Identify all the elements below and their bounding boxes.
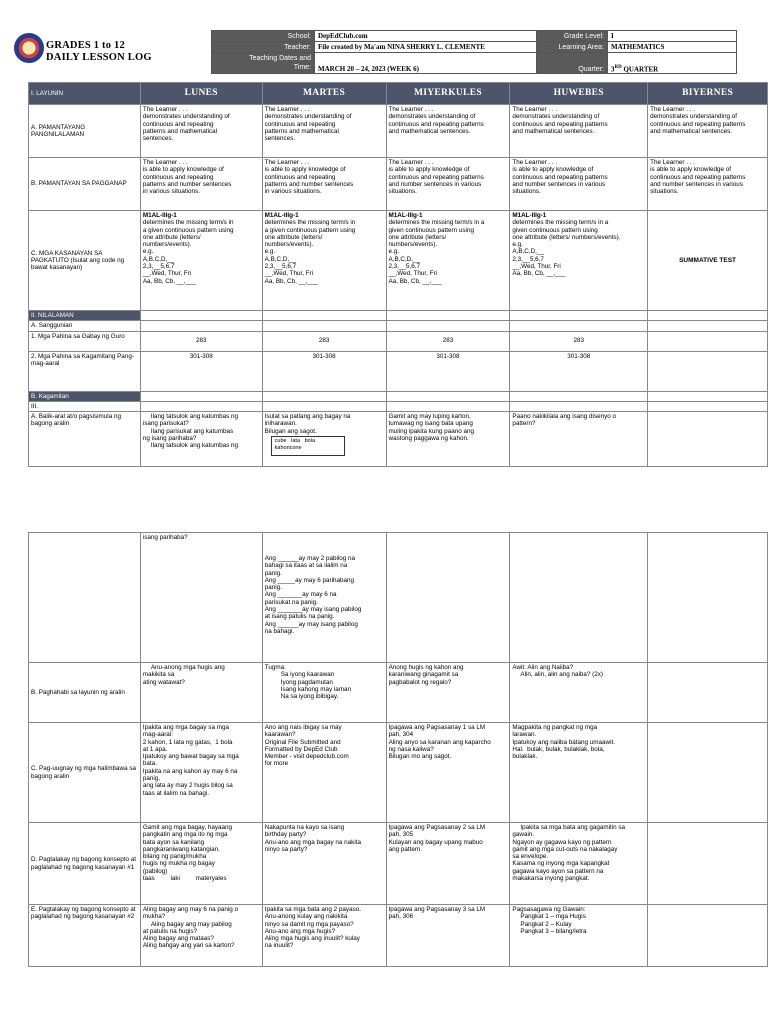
summative-test-label: SUMMATIVE TEST bbox=[648, 211, 768, 311]
pamantayan-lunes: The Learner . . . is able to apply knowledge of continuous and repeating patterns and number sentences in various situations. bbox=[140, 158, 262, 211]
area-label: Learning Area: bbox=[537, 42, 608, 53]
kagamitang-huwebes: 301-308 bbox=[510, 351, 648, 391]
cell bbox=[510, 311, 648, 321]
cell bbox=[140, 391, 262, 401]
day-header-martes: MARTES bbox=[262, 83, 386, 105]
gabay-lunes: 283 bbox=[140, 331, 262, 351]
cell bbox=[648, 663, 768, 723]
pamantayan-huwebes: The Learner . . . is able to apply knowledge of continuous and repeating patterns and number sentences in various situations. bbox=[510, 158, 648, 211]
lesson-log-table-continued bbox=[28, 532, 768, 967]
doc-title-line2: DAILY LESSON LOG bbox=[46, 52, 152, 63]
pagtalakay2-lunes: Aling bagay ang may 6 na panig o mukha? Aling bagay ang may pabilog at patulis na hugis? Aling bagay ang mataas? Aling bahgay ang yari sa karton? bbox=[140, 905, 262, 967]
day-header-miyerkules: MIYERKULES bbox=[386, 83, 510, 105]
objects-word-box: cube lata bola kahoncone bbox=[271, 436, 345, 456]
pagtalakay1-martes: Nakapunta na kayo sa isang birthday party? Anu-ano ang mga bagay na nakita ninyo sa party? bbox=[262, 823, 386, 905]
row-label-pagtalakay-1: D. Pagtalakay ng bagong konsepto at paglalahad ng bagong kasanayan #1 bbox=[29, 823, 141, 905]
cell bbox=[648, 321, 768, 331]
pagtalakay1-huwebes: Ipakita sa mga bata ang gagamitin sa gawain. Ngayon ay gagawa kayo ng pattern gamit ang mga cut-outs na nakalagay sa envelope. Kasama ng inyong mga kapangkat gagawa kayo ayon sa pattern na makakarsa inyong pangkat. bbox=[510, 823, 648, 905]
row-label-sanggunian: A. Sanggunian bbox=[29, 321, 141, 331]
header-info-table bbox=[211, 30, 737, 74]
balik-cont-lunes: isang parihaba? bbox=[140, 533, 262, 663]
cell bbox=[386, 391, 510, 401]
section-iii-label: III. bbox=[29, 401, 141, 411]
paghahabi-martes: Tugma: Sa iyong kaarawan Iyong pagdamutan Isang kahong may laman Na sa iyong ibibigay. bbox=[262, 663, 386, 723]
cell bbox=[648, 412, 768, 467]
cell bbox=[140, 401, 262, 411]
cell bbox=[648, 723, 768, 823]
pag-uugnay-martes: Ano ang nais ibigay sa may kaarawan? Original File Submitted and Formatted by DepEd Club Member - visit depedclub.com for more bbox=[262, 723, 386, 823]
quarter-value: 3RD QUARTER bbox=[608, 53, 737, 74]
doc-title-line1: GRADES 1 to 12 bbox=[46, 40, 125, 51]
cell bbox=[648, 905, 768, 967]
grade-label: Grade Level: bbox=[537, 31, 608, 42]
cell bbox=[510, 401, 648, 411]
cell bbox=[648, 401, 768, 411]
balik-martes: Isulat sa patlang ang bagay na iniharawan. Bilugan ang sagot. cube lata bola kahoncone bbox=[262, 412, 386, 467]
cell bbox=[262, 321, 386, 331]
pamantayang-huwebes: The Learner . . . demonstrates understanding of continuous and repeating patterns and mathematical sentences. bbox=[510, 105, 648, 158]
kasanayan-huwebes: M1AL-IIIg-1 determines the missing term/s in a given continuous pattern using one attribute (letters/ numbers/events). e.g. A,B,C,D,__ 2,3,__5,6,7 __,Wed, Thur, Fri Aa, Bb, Cb, __,___ bbox=[510, 211, 648, 311]
kasanayan-miyerkules: M1AL-IIIg-1 determines the missing term/s in a given continuous pattern using one attribute (letters/ numbers/events). e.g. A,B,C,D,__ 2,3,__5,6,7 __,Wed, Thur, Fri Aa, Bb, Cb, __,___ bbox=[386, 211, 510, 311]
layunin-heading: I. LAYUNIN bbox=[29, 83, 141, 105]
cell bbox=[648, 351, 768, 391]
grade-value: I bbox=[608, 31, 737, 42]
balik-cont-martes: Ang ______ay may 2 pabilog na bahagi sa itaas at sa ilalim na panig. Ang _____ay may 6 parihabang panig. Ang _______ay may 6 na parisukat na panig. Ang _______ay may isang pabilog at isang patulis na panig. Ang ______ay may isang pabilog na bahagi. bbox=[262, 533, 386, 663]
day-header-lunes: LUNES bbox=[140, 83, 262, 105]
pamantayan-biyernes: The Learner . . . is able to apply knowledge of continuous and repeating patterns and number sentences in various situations. bbox=[648, 158, 768, 211]
row-label-kasanayan: C. MGA KASANAYAN SA PAGKATUTO (Isulat ang code ng bawat kasanayan) bbox=[29, 211, 141, 311]
cell bbox=[140, 311, 262, 321]
day-header-huwebes: HUWEBES bbox=[510, 83, 648, 105]
gabay-huwebes: 283 bbox=[510, 331, 648, 351]
row-label-pag-uugnay: C. Pag-uugnay ng mga halimbawa sa bagong aralin bbox=[29, 723, 141, 823]
kasanayan-martes: M1AL-IIIg-1 determines the missing term/s in a given continuous pattern using one attribute (letters/ numbers/events). e.g. A,B,C,D,__ 2,3,__5,6,7 __,Wed, Thur, Fri Aa, Bb, Cb, __,___ bbox=[262, 211, 386, 311]
cell bbox=[510, 533, 648, 663]
pamantayan-martes: The Learner . . . is able to apply knowledge of continuous and repeating patterns and number sentences in various situations. bbox=[262, 158, 386, 211]
row-label-paghahabi: B. Paghahabi sa layunin ng aralin bbox=[29, 663, 141, 723]
nilalaman-heading: II. NILALAMAN bbox=[29, 311, 141, 321]
pagtalakay1-lunes: Gamit ang mga bagay, hayaang pangkatin ang mga ito ng mga bata ayon sa kanilang pangkaraniwang katangian. bilang ng panig/mukha hugis ng mukha ng bagay (pabilog) taas laki materyales bbox=[140, 823, 262, 905]
kagamitang-martes: 301-308 bbox=[262, 351, 386, 391]
kasanayan-lunes: M1AL-IIIg-1 determines the missing term/s in a given continuous pattern using one attribute (letters/ numbers/events). e.g. A,B,C,D,__ 2,3,__5,6,7 __,Wed, Thur, Fri Aa, Bb, Cb, __,___ bbox=[140, 211, 262, 311]
cell bbox=[648, 391, 768, 401]
cell bbox=[648, 533, 768, 663]
cell bbox=[386, 401, 510, 411]
cell bbox=[29, 533, 141, 663]
gabay-miyerkules: 283 bbox=[386, 331, 510, 351]
kagamitang-miyerkules: 301-308 bbox=[386, 351, 510, 391]
cell bbox=[648, 823, 768, 905]
row-label-pamantayan: B. PAMANTAYAN SA PAGGANAP bbox=[29, 158, 141, 211]
cell bbox=[262, 391, 386, 401]
dates-label: Teaching Dates and Time: bbox=[212, 53, 315, 74]
cell bbox=[262, 401, 386, 411]
cell bbox=[648, 331, 768, 351]
school-value: DepEdClub.com bbox=[315, 31, 537, 42]
pag-uugnay-lunes: Ipakita ang mga bagay sa mga mag-aaral: 2 kahon, 1 lata ng gatas, 1 bola at 1 apa. Ipatukoy ang bawat bagay sa mga bata. Ipakita na ang kahon ay may 6 na panig, ang lata ay may 2 hugis bilog sa taas at ilalim na bahagi. bbox=[140, 723, 262, 823]
paghahabi-huwebes: Awit: Alin ang Naiiba? Alin, alin, alin ang naiba? (2x) bbox=[510, 663, 648, 723]
paghahabi-lunes: Anu-anong mga hugis ang makikita sa ating watawat? bbox=[140, 663, 262, 723]
cell bbox=[386, 533, 510, 663]
row-label-gabay: 1. Mga Pahina sa Gabay ng Guro bbox=[29, 331, 141, 351]
pagtalakay2-miyerkules: Ipagawa ang Pagsasanay 3 sa LM pah, 306 bbox=[386, 905, 510, 967]
pagtalakay2-martes: Ipakita sa mga bata ang 2 payaso. Anu-anong kulay ang nakikita ninyo sa damit ng mga payaso? Anu-ano ang mga hugis? Aling mga hugis ang inuulit? kulay na inuulit? bbox=[262, 905, 386, 967]
pamantayang-martes: The Learner . . . demonstrates understanding of continuous and repeating patterns and mathematical sentences. bbox=[262, 105, 386, 158]
pagtalakay2-huwebes: Pagsasagawa ng Gawain: Pangkat 1 – mga Hugis Pangkat 2 – Kulay Pangkat 3 – bilang/letra bbox=[510, 905, 648, 967]
cell bbox=[386, 311, 510, 321]
cell bbox=[262, 311, 386, 321]
lesson-log-header bbox=[0, 0, 768, 80]
row-label-pamantayang: A. PAMANTAYANG PANGNILALAMAN bbox=[29, 105, 141, 158]
area-value: MATHEMATICS bbox=[608, 42, 737, 53]
deped-seal-icon bbox=[14, 33, 44, 63]
quarter-label: Quarter: bbox=[537, 53, 608, 74]
dates-value: MARCH 20 – 24, 2023 (WEEK 6) bbox=[315, 53, 537, 74]
row-label-pagtalakay-2: E. Pagtalakay ng bagong konsepto at paglalahad ng bagong kasanayan #2 bbox=[29, 905, 141, 967]
kagamitan-heading: B. Kagamitan bbox=[29, 391, 141, 401]
cell bbox=[386, 321, 510, 331]
gabay-martes: 283 bbox=[262, 331, 386, 351]
row-label-kagamitang: 2. Mga Pahina sa Kagamitang Pang-mag-aaral bbox=[29, 351, 141, 391]
kagamitang-lunes: 301-308 bbox=[140, 351, 262, 391]
cell bbox=[140, 321, 262, 331]
balik-lunes: Ilang tatsulok ang katumbas ng isang parisukat? Ilang parisukat ang katumbas ng isang parihaba? Ilang tatsulok ang katumbas ng bbox=[140, 412, 262, 467]
pamantayan-miyerkules: The Learner . . . is able to apply knowledge of continuous and repeating patterns and number sentences in various situations. bbox=[386, 158, 510, 211]
teacher-label: Teacher: bbox=[212, 42, 315, 53]
pag-uugnay-huwebes: Magpakita ng pangkat ng mga larawan. Ipatukoy ang naiiba batang umaawit. Hal. bulak, bulak, bulaklak, bola, bulaklak. bbox=[510, 723, 648, 823]
pamantayang-miyerkules: The Learner . . . demonstrates understanding of continuous and repeating patterns and mathematical sentences. bbox=[386, 105, 510, 158]
teacher-value: File created by Ma'am NINA SHERRY L. CLEMENTE bbox=[315, 42, 537, 53]
cell bbox=[648, 311, 768, 321]
cell bbox=[510, 321, 648, 331]
paghahabi-miyerkules: Anong hugis ng kahon ang karaniwang ginagamit sa pagbabalot ng regalo? bbox=[386, 663, 510, 723]
balik-huwebes: Paano nakikilala ang isang disenyo o pattern? bbox=[510, 412, 648, 467]
balik-miyerkules: Gamit ang may luping karton, tumawag ng isang bata upang muling ipakita kung paano ang wastong paggawa ng kahon. bbox=[386, 412, 510, 467]
school-label: School: bbox=[212, 31, 315, 42]
pagtalakay1-miyerkules: Ipagawa ang Pagsasanay 2 sa LM pah, 305 Kulayan ang bagay upang mabuo ang pattern. bbox=[386, 823, 510, 905]
lesson-log-table bbox=[28, 82, 768, 467]
pag-uugnay-miyerkules: Ipagawa ang Pagsasanay 1 sa LM pah, 304 Aling anyo sa karanan ang kaparcho ng nasa kaliwa? Bilugan mo ang sagot. bbox=[386, 723, 510, 823]
day-header-biyernes: BIYERNES bbox=[648, 83, 768, 105]
cell bbox=[510, 391, 648, 401]
row-label-balik: A. Balik-aral at/o pagsisimula ng bagong aralin bbox=[29, 412, 141, 467]
pamantayang-lunes: The Learner . . . demonstrates understanding of continuous and repeating patterns and mathematical sentences. bbox=[140, 105, 262, 158]
pamantayang-biyernes: The Learner . . . demonstrates understanding of continuous and repeating patterns and mathematical sentences. bbox=[648, 105, 768, 158]
